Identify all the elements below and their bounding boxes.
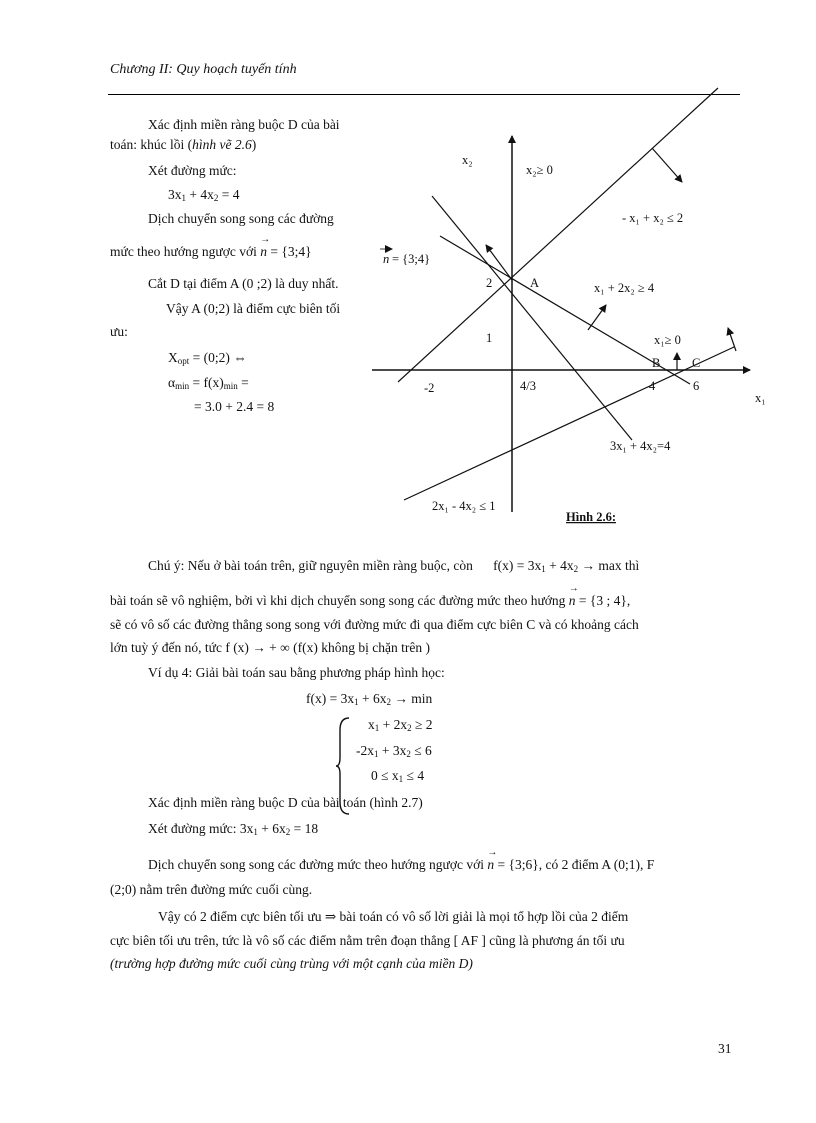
figure-2-6 — [0, 0, 816, 560]
tick-minus-2: -2 — [424, 381, 435, 395]
label-vector-n: n — [383, 252, 390, 266]
point-A: A — [530, 276, 540, 290]
left-para-1b: toán: khúc lồi (hình vẽ 2.6) — [110, 137, 257, 152]
example-para-5: Vậy có 2 điểm cực biên tối ưu ⇒ bài toán có vô số lời giải là mọi tổ hợp lồi của 2 điểm — [158, 909, 629, 924]
left-para-4: Cắt D tại điểm A (0 ;2) là duy nhất. — [148, 276, 339, 291]
left-para-5a: Vậy A (0;2) là điểm cực biên tối — [166, 301, 341, 316]
tick-2: 2 — [486, 276, 493, 290]
example-para-7: (trường hợp đường mức cuối cùng trùng với một cạnh của miền D) — [110, 956, 473, 971]
example-objective: $f(x) = 3x_1 + 6x_2 \to \min$ — [306, 691, 433, 707]
left-para-2: Xét đường mức: — [148, 163, 237, 178]
left-para-5b: ưu: — [110, 324, 128, 339]
label-line2: x₁ + 2x₂ ≥ 4 — [594, 281, 655, 295]
figure-caption: Hình 2.6: — [566, 510, 617, 524]
note-line-3: sẽ có vô số các đường thẳng song song với đường mức đi qua điểm cực biên C và có khoảng cách — [110, 617, 639, 632]
x2-axis-label: x₂ — [462, 153, 473, 167]
note-line-1: Chú ý: Nếu ở bài toán trên, giữ nguyên miền ràng buộc, còn $f(x) = 3x_1 + 4x_2 \to \max$ thì — [148, 558, 640, 574]
label-level-line: 3x₁ + 4x₂=4 — [610, 439, 671, 453]
label-x1-nonneg: x₁≥ 0 — [654, 333, 681, 347]
label-line1: - x₁ + x₂ ≤ 2 — [622, 211, 684, 225]
example-para-1: Xác định miền ràng buộc D của bài toán (hình 2.7) — [148, 795, 423, 810]
level-line-equation: $3x_1 + 4x_2 = 4$ — [168, 187, 240, 203]
example-para-4: (2;0) nằm trên đường mức cuối cùng. — [110, 882, 313, 897]
arrow-vector-n — [486, 245, 512, 280]
example-para-2: Xét đường mức: $3x_1 + 6x_2 = 18$ — [148, 821, 319, 837]
arrow-normal-line1 — [652, 148, 682, 182]
note-line-4: lớn tuỳ ý đến nó, tức f (x) → + ∞ (f(x) không bị chặn trên ) — [110, 640, 430, 655]
alpha-min-line: $\alpha_{min} = f(x)_{min}$ = — [168, 375, 249, 391]
label-vector-n-value: = {3;4} — [392, 252, 431, 266]
point-B: B — [652, 356, 661, 370]
tick-4: 4 — [649, 379, 656, 393]
left-para-3a: Dịch chuyển song song các đường — [148, 211, 334, 226]
label-x2-nonneg: x₂≥ 0 — [526, 163, 553, 177]
line-level-3x1-4x2 — [432, 196, 632, 440]
label-line3: 2x₁ - 4x₂ ≤ 1 — [432, 499, 496, 513]
alpha-min-calc: = 3.0 + 2.4 = 8 — [194, 399, 275, 414]
constraint-2: $-2x_1 + 3x_2 \le 6$ — [356, 743, 432, 759]
example-title: Ví dụ 4: Giải bài toán sau bằng phương pháp hình học: — [148, 665, 445, 680]
tick-4-3: 4/3 — [520, 379, 536, 393]
tick-1: 1 — [486, 331, 493, 345]
x1-axis-label: x₁ — [755, 391, 766, 405]
example-para-6: cực biên tối ưu trên, tức là vô số các điểm nằm trên đoạn thẳng [ AF ] cũng là phương án tối ưu — [110, 933, 625, 948]
note-line-2: bài toán sẽ vô nghiệm, bởi vì khi dịch chuyển song song các đường mức theo hướng → n = {3 ; 4}, — [110, 593, 630, 609]
left-para-1a: Xác định miền ràng buộc D của bài — [148, 117, 340, 132]
chapter-header: Chương II: Quy hoạch tuyến tính — [110, 62, 297, 77]
tick-6: 6 — [693, 379, 700, 393]
point-C: C — [692, 356, 701, 370]
constraint-3: $0 \le x_1 \le 4$ — [371, 768, 425, 784]
arrow-normal-line2 — [588, 305, 606, 330]
x-opt-line: $X_{opt}$ = (0;2) ⇔ — [168, 350, 247, 366]
page-number: 31 — [718, 1041, 732, 1056]
example-para-3: Dịch chuyển song song các đường mức theo hướng ngược với → n = {3;6}, có 2 điểm A (0;1), F — [148, 857, 654, 873]
constraint-1: $x_1 + 2x_2 \ge 2$ — [368, 717, 433, 733]
left-para-3b: mức theo hướng ngược với → n = {3;4} — [110, 244, 312, 260]
